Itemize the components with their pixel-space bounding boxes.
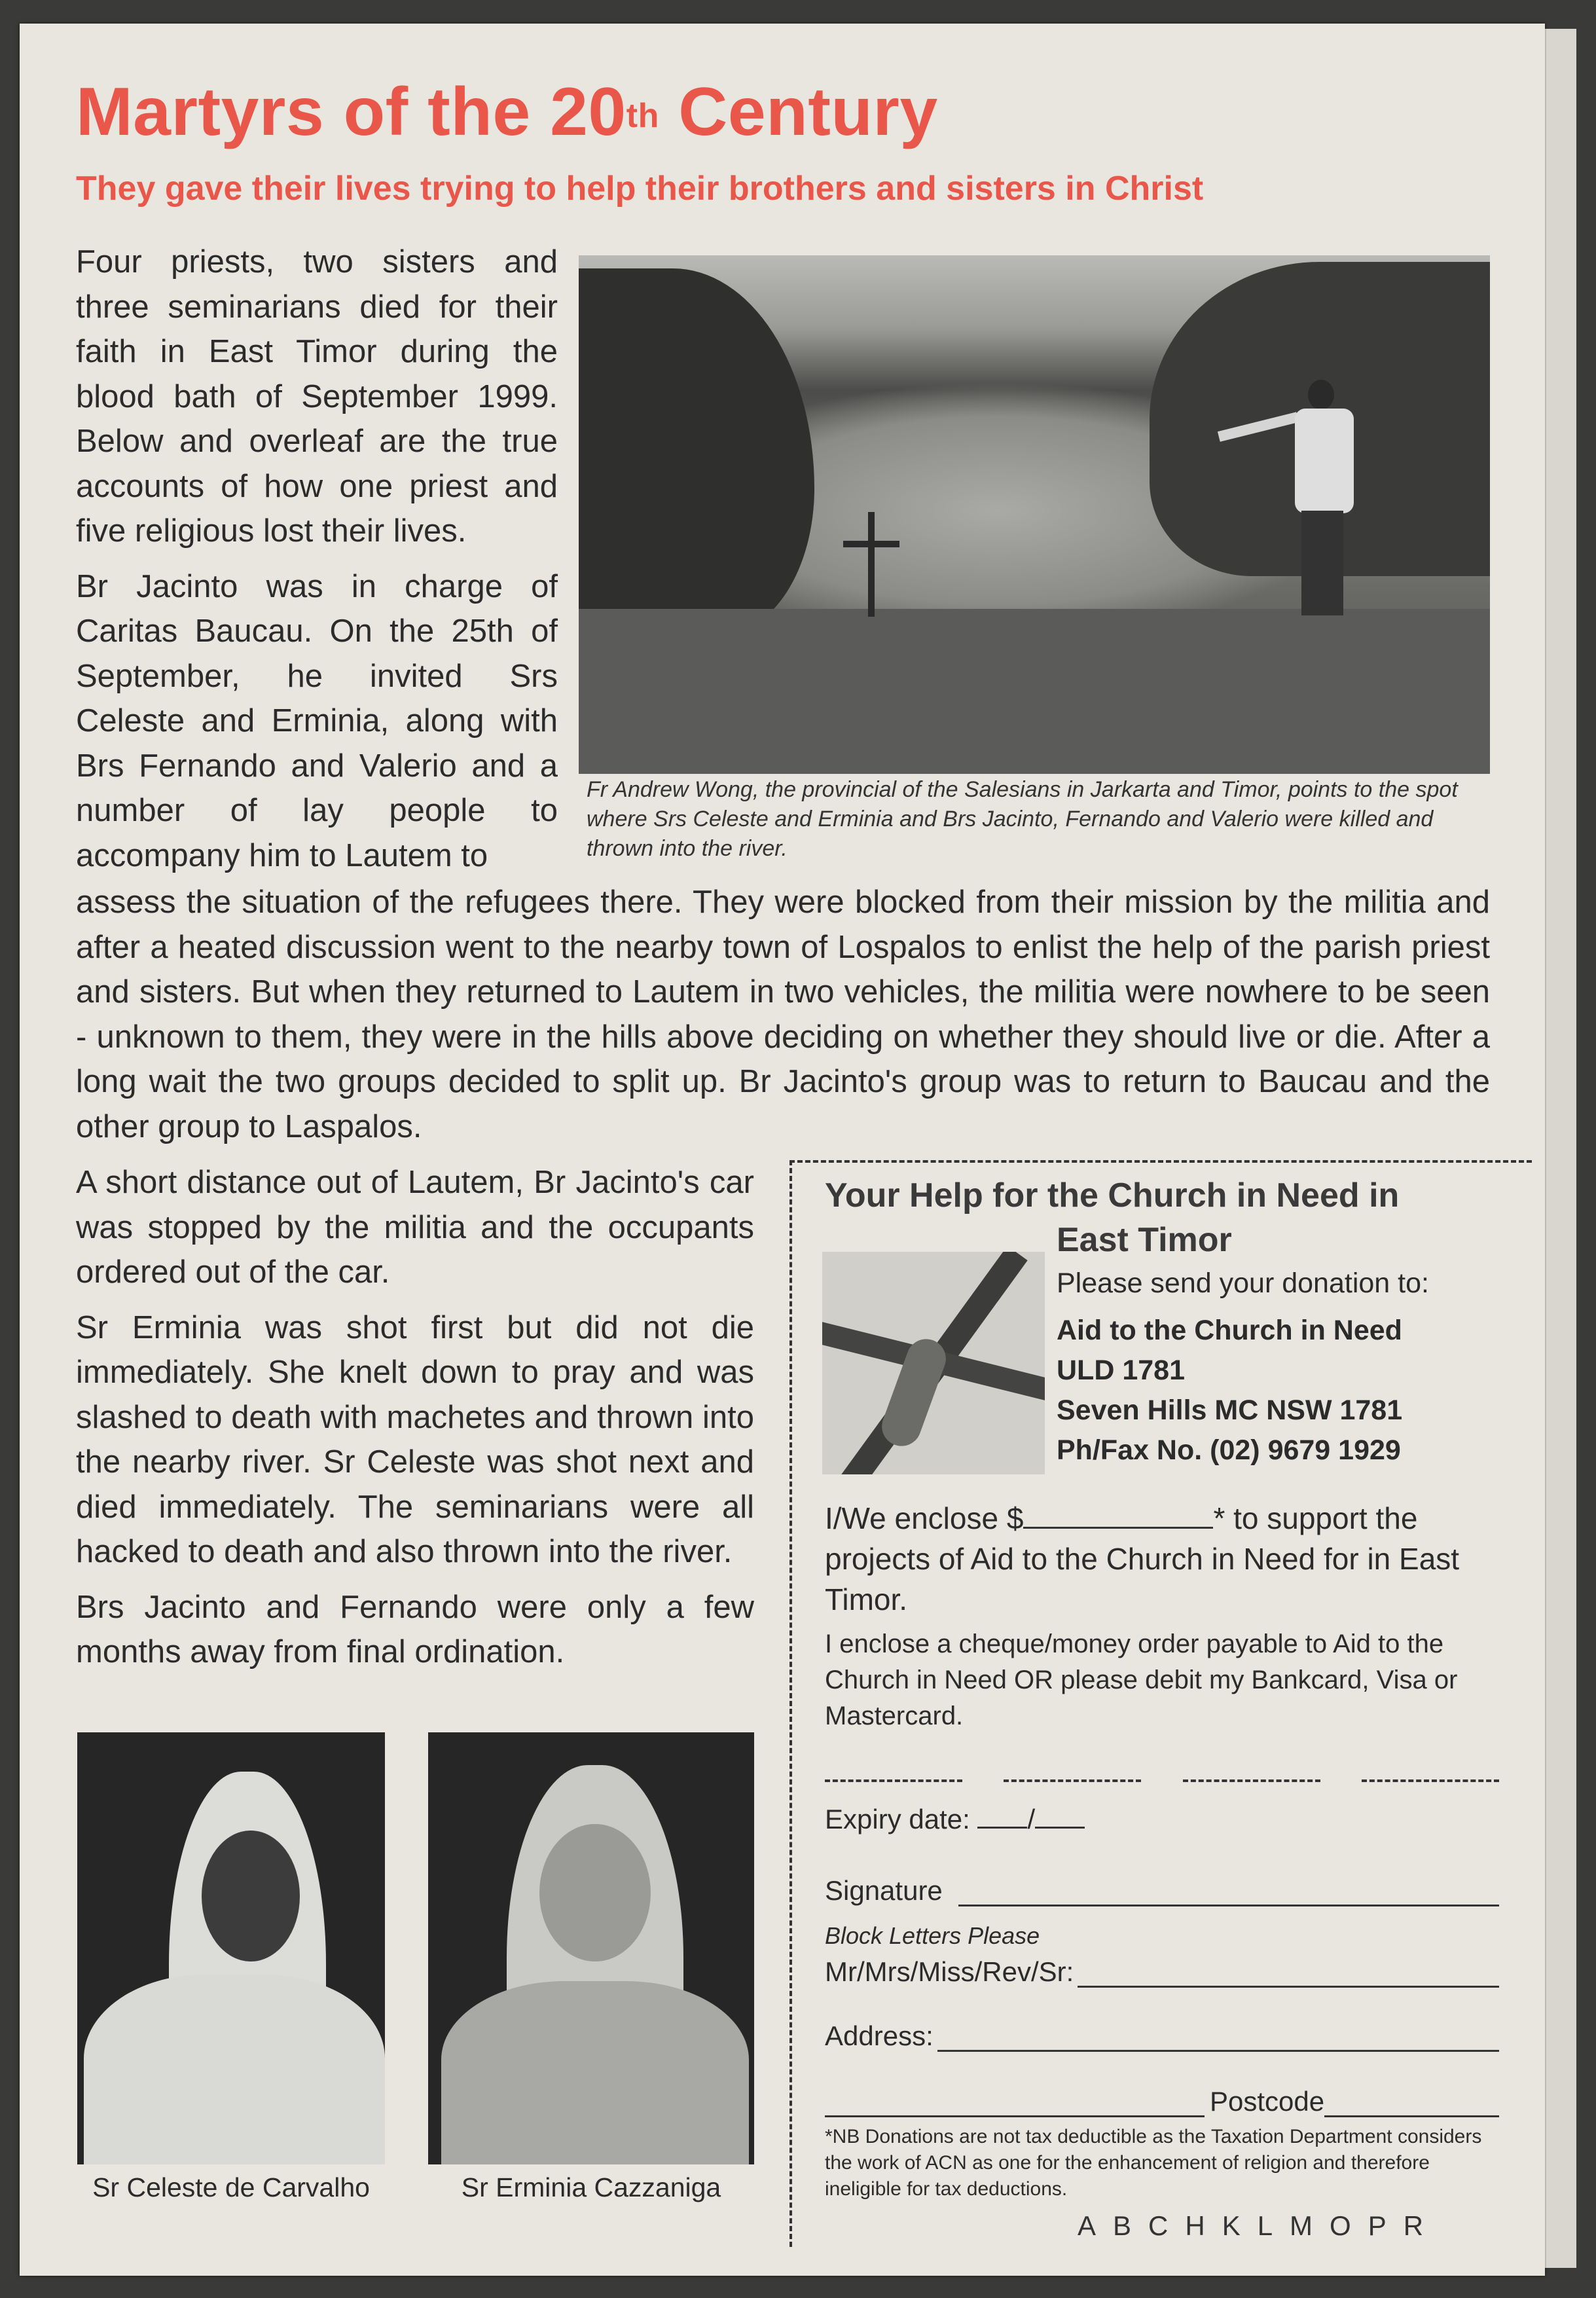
expiry-label: Expiry date: [825,1804,970,1834]
title-name-label: Mr/Mrs/Miss/Rev/Sr: [825,1956,1074,1987]
grave-cross-arm [843,541,899,547]
enclose-amount-text [825,1498,1499,1620]
postcode-field[interactable] [1324,2092,1499,2117]
portrait-celeste [77,1732,385,2164]
crucifix-icon [822,1252,1045,1474]
source-codes: ABCHKLMOPR [1078,2210,1441,2241]
expiry-separator: / [1027,1804,1036,1834]
address-label: Address: [825,2020,934,2051]
person-legs [1301,511,1343,615]
address-line: Aid to the Church in Need [1057,1315,1402,1346]
send-donation-label: Please send your donation to: [1057,1268,1429,1299]
card-number-group[interactable] [825,1769,962,1782]
person-head [1308,380,1334,410]
grave-cross-icon [868,512,875,617]
address-field[interactable] [937,2026,1499,2052]
mailing-address [1057,1311,1402,1470]
habit [84,1975,385,2164]
amount-field[interactable] [1023,1501,1213,1529]
portrait-caption-celeste: Sr Celeste de Carvalho [92,2172,370,2202]
postcode-row [825,2086,1499,2117]
card-number-group[interactable] [1004,1769,1141,1782]
phone-fax-line: Ph/Fax No. (02) 9679 1929 [1057,1434,1401,1466]
left-lower-column [76,1160,754,1685]
face [539,1824,651,1961]
habit [441,1981,749,2164]
coupon-title-line2: East Timor [1057,1221,1232,1259]
title-text-end: Century [659,74,938,150]
address-line: Seven Hills MC NSW 1781 [1057,1395,1403,1426]
ordination-paragraph: Brs Jacinto and Fernando were only a few months away from final ordination. [76,1589,754,1669]
address-row [825,2020,1499,2052]
expiry-month-field[interactable] [977,1803,1027,1829]
card-number-field[interactable] [825,1769,1499,1782]
photo-caption: Fr Andrew Wong, the provincial of the Salesians in Jarkarta and Timor, points to the spot where Srs Celeste and Erminia and Brs Jacinto, Fernando and Valerio were killed and thrown into the river. [587,777,1458,861]
photo-riverbank [579,609,1490,774]
name-field[interactable] [1078,1962,1499,1988]
expiry-year-field[interactable] [1035,1803,1085,1829]
title-text: Martyrs of the 20 [76,74,626,150]
intro-column [76,240,558,878]
erminia-paragraph: Sr Erminia was shot first but did not die immediately. She knelt down to pray and was slashed to death with machetes and thrown into the nearby river. Sr Celeste was shot next and died immediately. The seminarians were all hacked to death and also thrown into the river. [76,1309,754,1569]
intro-paragraph: Four priests, two sisters and three seminarians died for their faith in East Timor during the blood bath of September 1999. Below and overleaf are the true accounts of how one priest and five religious lost their lives. [76,244,558,549]
enclose-purpose: * to support the projects of Aid to the Church in Need for in East Timor. [825,1501,1460,1616]
photo-trees-left [579,268,814,635]
card-number-group[interactable] [1362,1769,1499,1782]
face [202,1831,300,1961]
donation-coupon [789,1160,1532,2247]
enclose-label: I/We enclose $ [825,1501,1024,1535]
signature-label: Signature [825,1875,943,1906]
expiry-date-row [825,1803,1085,1835]
signature-row [825,1875,1499,1906]
page-edge [1545,29,1576,2268]
continuation-paragraph: assess the situation of the refugees there. They were blocked from their mission by the militia and after a heated discussion went to the nearby town of Lospalos to enlist the help of the parish priest and sisters. But when they returned to Lautem in two vehicles, the militia were nowhere to be seen - unknown to them, they were in the hills above deciding on whether they should live or die. After a long wait the two groups decided to split up. Br Jacinto's group was to return to Baucau and the other group to Laspalos. [76,885,1490,1144]
portrait-caption-erminia: Sr Erminia Cazzaniga [461,2172,721,2202]
title-superscript: th [626,97,659,135]
jacinto-paragraph: Br Jacinto was in charge of Caritas Baucau. On the 25th of September, he invited Srs Celeste and Erminia, along with Brs Fernando and Valerio and a number of lay people to accompany him to Lautem to [76,568,558,873]
address-line: ULD 1781 [1057,1355,1185,1386]
name-row [825,1956,1499,1988]
block-letters-note: Block Letters Please [825,1922,1040,1949]
page-title [76,73,938,151]
river-photo [579,255,1490,774]
coupon-title: Your Help for the Church in Need in [825,1176,1400,1214]
militia-paragraph: A short distance out of Lautem, Br Jacinto's car was stopped by the militia and the occupants ordered out of the car. [76,1165,754,1290]
card-number-group[interactable] [1183,1769,1320,1782]
continuation-column [76,880,1490,1159]
postcode-label: Postcode [1210,2086,1325,2117]
portrait-erminia [428,1732,754,2164]
page-subtitle: They gave their lives trying to help their brothers and sisters in Christ [76,170,1204,208]
address-line-2-field[interactable] [825,2092,1205,2117]
photo-person-pointing [1286,380,1358,615]
cheque-text: I enclose a cheque/money order payable to Aid to the Church in Need OR please debit my Bankcard, Visa or Mastercard. [825,1630,1458,1730]
signature-field[interactable] [958,1881,1499,1906]
person-shirt [1295,409,1354,513]
tax-note: *NB Donations are not tax deductible as the Taxation Department considers the work of ACN as one for the enhancement of religion and therefore ineligible for tax deductions. [825,2126,1482,2200]
